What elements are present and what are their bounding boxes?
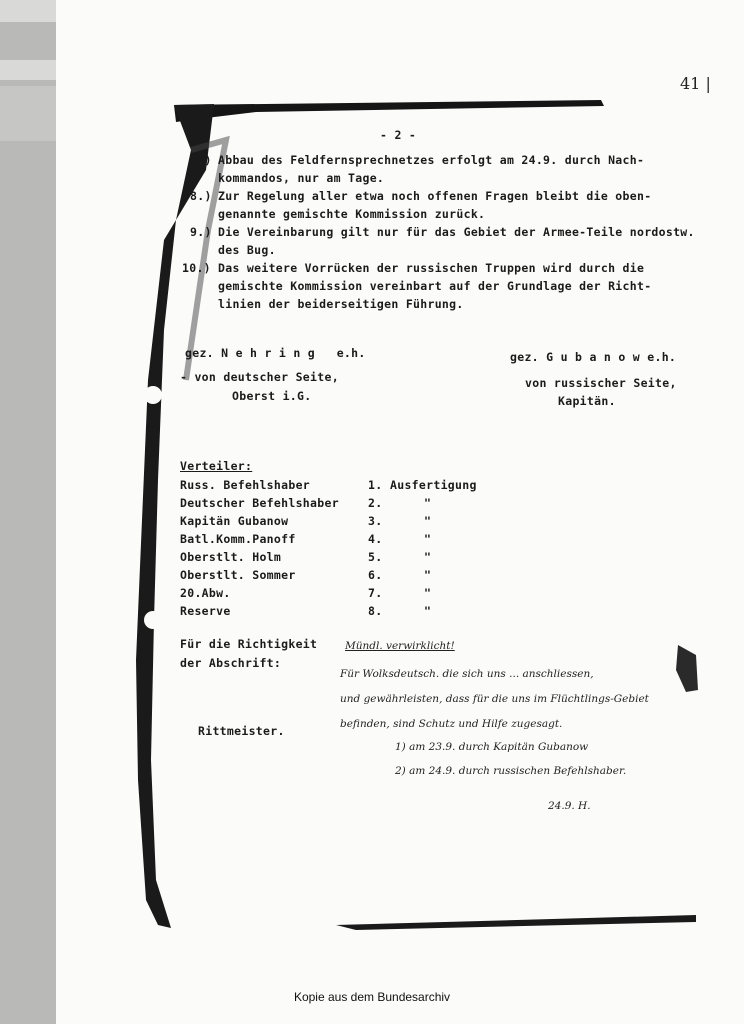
page-number: - 2 - xyxy=(380,128,417,142)
item-text: des Bug. xyxy=(218,243,276,257)
distribution-recipient: Reserve xyxy=(180,604,231,618)
handwritten-line: 2) am 24.9. durch russischen Befehlshaber. xyxy=(395,765,627,777)
handwritten-line: befinden, sind Schutz und Hilfe zugesagt. xyxy=(340,718,563,730)
distribution-recipient: Kapitän Gubanow xyxy=(180,514,289,528)
item-text: linien der beiderseitigen Führung. xyxy=(218,297,464,311)
russian-rank: Kapitän. xyxy=(558,394,616,408)
copy-number: 1. xyxy=(368,478,383,492)
item-text: Die Vereinbarung gilt nur für das Gebiet der Armee-Teile nordostw. xyxy=(218,225,695,239)
distribution-recipient: Deutscher Befehlshaber xyxy=(180,496,339,510)
german-signatory: gez. N e h r i n g e.h. xyxy=(185,346,366,360)
item-number: 7.) xyxy=(190,153,212,167)
copy-number: 8. xyxy=(368,604,383,618)
handwritten-line: und gewährleisten, dass für die uns im Flüchtlings-Gebiet xyxy=(340,693,649,705)
item-text: Das weitere Vorrücken der russischen Truppen wird durch die xyxy=(218,261,645,275)
stack-edge xyxy=(0,86,56,141)
item-number: 10.) xyxy=(182,261,211,275)
stack-edge xyxy=(0,0,56,22)
item-number: 9.) xyxy=(190,225,212,239)
handwritten-line: Mündl. verwirklicht! xyxy=(345,640,455,652)
german-side: - von deutscher Seite, xyxy=(180,370,339,384)
background-page-stack xyxy=(0,0,56,1024)
copy-note: " xyxy=(424,586,432,600)
distribution-recipient: 20.Abw. xyxy=(180,586,231,600)
handwritten-line: Für Wolksdeutsch. die sich uns ... anschliessen, xyxy=(340,668,594,680)
copy-note: " xyxy=(424,496,432,510)
handwritten-date: 24.9. H. xyxy=(548,800,591,812)
distribution-recipient: Oberstlt. Holm xyxy=(180,550,282,564)
copy-note: " xyxy=(424,604,432,618)
distribution-recipient: Oberstlt. Sommer xyxy=(180,568,296,582)
item-text: Zur Regelung aller etwa noch offenen Fragen bleibt die oben- xyxy=(218,189,652,203)
copy-number: 7. xyxy=(368,586,383,600)
copy-note: " xyxy=(424,514,432,528)
item-text: genannte gemischte Kommission zurück. xyxy=(218,207,486,221)
copy-note: " xyxy=(424,550,432,564)
certification-line: Für die Richtigkeit xyxy=(180,637,318,651)
distribution-heading: Verteiler: xyxy=(180,459,253,473)
handwritten-line: 1) am 23.9. durch Kapitän Gubanow xyxy=(395,741,589,753)
copy-number: 4. xyxy=(368,532,383,546)
item-text: Abbau des Feldfernsprechnetzes erfolgt am 24.9. durch Nach- xyxy=(218,153,645,167)
item-text: kommandos, nur am Tage. xyxy=(218,171,385,185)
copy-note: " xyxy=(424,532,432,546)
copy-note: " xyxy=(424,568,432,582)
item-number: 8.) xyxy=(190,189,212,203)
distribution-recipient: Russ. Befehlshaber xyxy=(180,478,311,492)
item-text: gemischte Kommission vereinbart auf der Grundlage der Richt- xyxy=(218,279,652,293)
copy-number: 2. xyxy=(368,496,383,510)
russian-side: von russischer Seite, xyxy=(525,376,677,390)
stack-edge xyxy=(0,60,56,80)
certification-title: Rittmeister. xyxy=(198,724,285,738)
german-rank: Oberst i.G. xyxy=(232,389,312,403)
copy-number: 3. xyxy=(368,514,383,528)
russian-signatory: gez. G u b a n o w e.h. xyxy=(510,350,677,364)
distribution-recipient: Batl.Komm.Panoff xyxy=(180,532,296,546)
archive-footer: Kopie aus dem Bundesarchiv xyxy=(293,990,451,1004)
archive-page-mark: 41 | xyxy=(680,74,711,93)
certification-line: der Abschrift: xyxy=(180,656,282,670)
copy-note: Ausfertigung xyxy=(390,478,477,492)
copy-number: 6. xyxy=(368,568,383,582)
copy-number: 5. xyxy=(368,550,383,564)
